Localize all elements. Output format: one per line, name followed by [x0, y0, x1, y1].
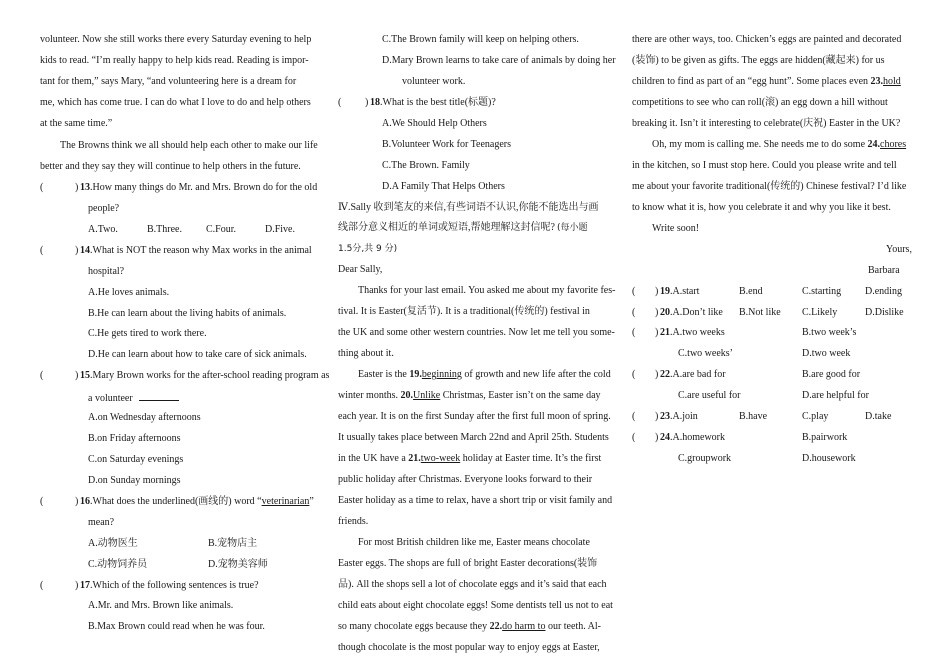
- answer-paren[interactable]: (: [40, 496, 44, 507]
- text-line: The Browns think we all should help each other to make our life: [60, 140, 318, 151]
- option-b[interactable]: B.Volunteer Work for Teenagers: [382, 139, 512, 150]
- text-line: me about your favorite traditional(传统的) Chinese festival? I’d like: [632, 181, 907, 192]
- answer-paren[interactable]: (: [632, 307, 636, 318]
- option-b[interactable]: B.Not like: [739, 307, 781, 318]
- underlined-word-23: hold: [883, 76, 901, 87]
- question-stem: people?: [88, 203, 120, 214]
- option-c[interactable]: C.The Brown family will keep on helping others.: [382, 34, 579, 45]
- option-d[interactable]: D.ending: [865, 286, 902, 297]
- question-stem: .What is NOT the reason why Max works in the animal: [90, 245, 312, 256]
- underlined-word-21: two-week: [420, 453, 461, 464]
- paren-close: ): [75, 580, 79, 591]
- text-line: kids to read. “I’m really happy to help kids read. Reading is impor-: [40, 55, 309, 66]
- option-d[interactable]: D.A Family That Helps Others: [382, 181, 505, 192]
- answer-paren[interactable]: (: [40, 580, 44, 591]
- option-d[interactable]: D.housework: [802, 453, 856, 464]
- paren-close: ): [655, 369, 659, 380]
- question-stem: .How many things do Mr. and Mrs. Brown do for the old: [90, 182, 318, 193]
- option-d[interactable]: D.He can learn about how to take care of sick animals.: [88, 349, 307, 360]
- text-segment: in the UK have a: [338, 453, 409, 464]
- instruction-line: Ⅳ.Sally 收到笔友的来信,有些词语不认识,你能不能选出与画: [338, 202, 599, 213]
- question-number: 23: [660, 411, 670, 422]
- option-a[interactable]: A.动物医生: [88, 538, 138, 549]
- text-line: public holiday after Christmas. Everyone looks forward to their: [338, 474, 593, 485]
- option-d[interactable]: D.宠物美容师: [208, 559, 268, 570]
- blank-number-24: 24.: [867, 139, 881, 150]
- text-segment: children to find as part of an “egg hunt”. Some places even: [632, 76, 871, 87]
- option-a[interactable]: .A.two weeks: [670, 327, 725, 338]
- text-line: Thanks for your last email. You asked me about my favorite fes-: [358, 285, 616, 296]
- text-segment: of growth and new life after the cold: [461, 369, 611, 380]
- text-segment: so many chocolate eggs because they: [338, 621, 490, 632]
- answer-paren[interactable]: (: [40, 370, 44, 381]
- option-c[interactable]: C.动物饲养员: [88, 559, 148, 570]
- letter-closing: Write soon!: [652, 223, 700, 234]
- paren-close: ): [655, 286, 659, 297]
- option-c[interactable]: C.Likely: [802, 307, 838, 318]
- blank-number-23: 23.: [870, 76, 884, 87]
- answer-paren[interactable]: (: [338, 97, 342, 108]
- text-line: there are other ways, too. Chicken’s eggs are painted and decorated: [632, 34, 902, 45]
- blank-number-21: 21.: [408, 453, 421, 464]
- letter-signoff: Yours,: [886, 244, 912, 255]
- text-line: better and they say they will continue to help others in the future.: [40, 161, 301, 172]
- text-line: friends.: [338, 516, 369, 527]
- blank-number-19: 19.: [409, 369, 422, 380]
- text-line: each year. It is on the first Sunday after the first full moon of spring.: [338, 411, 611, 422]
- text-line: the UK and some other western countries. Now let me tell you some-: [338, 327, 615, 338]
- text-segment: winter months.: [338, 390, 401, 401]
- text-segment: Easter is the: [358, 369, 410, 380]
- answer-paren[interactable]: (: [632, 327, 636, 338]
- question-number: 15: [80, 370, 90, 381]
- paren-close: ): [655, 432, 659, 443]
- text-line: 品). All the shops sell a lot of chocolate eggs and it’s said that each: [338, 579, 607, 590]
- option-b[interactable]: B.Three.: [147, 224, 182, 235]
- paren-close: ): [75, 496, 79, 507]
- blank-number-22: 22.: [489, 621, 503, 632]
- underlined-word-20: Unlike: [413, 390, 441, 401]
- paren-close: ): [75, 245, 79, 256]
- answer-paren[interactable]: (: [632, 369, 636, 380]
- text-line: me, which has come true. I can do what I love to do and help others: [40, 97, 311, 108]
- answer-paren[interactable]: (: [40, 182, 44, 193]
- answer-paren[interactable]: (: [40, 245, 44, 256]
- text-line: at the same time.”: [40, 118, 113, 129]
- underlined-word: veterinarian: [261, 496, 310, 507]
- paren-close: ): [75, 370, 79, 381]
- option-c[interactable]: C.are useful for: [678, 390, 741, 401]
- letter-signature: Barbara: [868, 265, 900, 276]
- option-b[interactable]: B.pairwork: [802, 432, 848, 443]
- option-a[interactable]: A.Two.: [88, 224, 118, 235]
- option-c[interactable]: C.The Brown. Family: [382, 160, 470, 171]
- question-stem: .Mary Brown works for the after-school reading program as: [90, 370, 330, 381]
- question-number: 19: [660, 286, 670, 297]
- paren-close: ): [655, 327, 659, 338]
- option-c[interactable]: C.groupwork: [678, 453, 732, 464]
- question-stem: hospital?: [88, 266, 125, 277]
- option-a[interactable]: A.We Should Help Others: [382, 118, 487, 129]
- text-line: volunteer. Now she still works there every Saturday evening to help: [40, 34, 312, 45]
- option-c[interactable]: C.two weeks’: [678, 348, 733, 359]
- option-d[interactable]: D.on Sunday mornings: [88, 475, 181, 486]
- option-a[interactable]: A.He loves animals.: [88, 287, 170, 298]
- answer-paren[interactable]: (: [632, 286, 636, 297]
- question-number: 18: [370, 97, 380, 108]
- option-b[interactable]: B.are good for: [802, 369, 861, 380]
- option-d[interactable]: D.two week: [802, 348, 851, 359]
- option-a[interactable]: .A.start: [670, 286, 700, 297]
- paren-close: ): [655, 307, 659, 318]
- paren-close: ): [655, 411, 659, 422]
- option-b[interactable]: B.He can learn about the living habits of animals.: [88, 308, 287, 319]
- question-number: 24: [660, 432, 670, 443]
- text-line: tival. It is Easter(复活节). It is a traditional(传统的) festival in: [338, 306, 590, 317]
- text-line: tant for them,” says Mary, “and volunteering here is a dream for: [40, 76, 297, 87]
- text-line: to know what it is, how you celebrate it and why you like it best.: [632, 202, 891, 213]
- question-stem: .What is the best title(标题)?: [380, 97, 496, 108]
- text-line: thing about it.: [338, 348, 394, 359]
- text-line: though chocolate is the most popular way to enjoy eggs at Easter,: [338, 642, 600, 653]
- option-d[interactable]: D.Dislike: [865, 307, 904, 318]
- option-c[interactable]: C.Four.: [206, 224, 237, 235]
- option-d[interactable]: D.take: [865, 411, 892, 422]
- answer-paren[interactable]: (: [632, 411, 636, 422]
- text-line: (装饰) to be given as gifts. The eggs are hidden(藏起来) for us: [632, 55, 885, 66]
- question-number: 16: [80, 496, 90, 507]
- question-stem: ”: [309, 496, 314, 507]
- underlined-word-24: chores: [880, 139, 907, 150]
- question-stem: a volunteer: [88, 393, 133, 404]
- option-b[interactable]: B.on Friday afternoons: [88, 433, 181, 444]
- text-line: For most British children like me, Easter means chocolate: [358, 537, 590, 548]
- score-note: (每小题: [556, 223, 588, 233]
- option-a[interactable]: .A.homework: [670, 432, 725, 443]
- option-b[interactable]: B.end: [739, 286, 763, 297]
- text-segment: holiday at Easter time. It’s the first: [460, 453, 602, 464]
- option-a[interactable]: .A.join: [670, 411, 698, 422]
- option-a[interactable]: A.on Wednesday afternoons: [88, 412, 201, 423]
- question-number: 22: [660, 369, 670, 380]
- question-stem: mean?: [88, 517, 115, 528]
- letter-greeting: Dear Sally,: [338, 264, 383, 275]
- option-c[interactable]: C.on Saturday evenings: [88, 454, 184, 465]
- text-segment: Christmas, Easter isn’t on the same day: [440, 390, 601, 401]
- option-d[interactable]: D.Mary Brown learns to take care of animals by doing her: [382, 55, 616, 66]
- option-b[interactable]: B.Max Brown could read when he was four.: [88, 621, 265, 632]
- text-segment: our teeth. Al-: [545, 621, 601, 632]
- text-line: Easter holiday as a time to relax, have a short trip or visit family and: [338, 495, 613, 506]
- question-number: 21: [660, 327, 670, 338]
- option-a[interactable]: .A.Don’t like: [670, 307, 723, 318]
- text-line: child eats about eight chocolate eggs! Some dentists tell us not to eat: [338, 600, 613, 611]
- question-stem: .Which of the following sentences is true?: [90, 580, 259, 591]
- paren-close: ): [75, 182, 79, 193]
- answer-paren[interactable]: (: [632, 432, 636, 443]
- text-segment: Oh, my mom is calling me. She needs me to do some: [652, 139, 868, 150]
- text-line: It usually takes place between March 22nd and April 25th. Students: [338, 432, 609, 443]
- question-number: 20: [660, 307, 670, 318]
- text-line: breaking it. Isn’t it interesting to celebrate(庆祝) Easter in the UK?: [632, 118, 901, 129]
- question-stem: .What does the underlined(画线的) word “: [90, 496, 262, 507]
- question-number: 14: [80, 245, 90, 256]
- underlined-word-22: do harm to: [502, 621, 546, 632]
- question-number: 17: [80, 580, 90, 591]
- instruction-line: 线部分意义相近的单词或短语,帮她理解这封信呢?: [338, 222, 555, 233]
- blank-number-20: 20.: [400, 390, 413, 401]
- option-b[interactable]: B.two week’s: [802, 327, 857, 338]
- option-c[interactable]: C.He gets tired to work there.: [88, 328, 207, 339]
- option-c[interactable]: C.play: [802, 411, 829, 422]
- option-c[interactable]: C.starting: [802, 286, 842, 297]
- score-note: 1.5分,共 9 分): [338, 244, 398, 254]
- option-d[interactable]: D.Five.: [265, 224, 295, 235]
- option-a[interactable]: .A.are bad for: [670, 369, 726, 380]
- underlined-word-19: beginning: [421, 369, 462, 380]
- text-line: competitions to see who can roll(滚) an egg down a hill without: [632, 97, 888, 108]
- question-number: 13: [80, 182, 90, 193]
- option-d-continued: volunteer work.: [402, 76, 466, 87]
- paren-close: ): [365, 97, 369, 108]
- text-line: in the kitchen, so I must stop here. Could you please write and tell: [632, 160, 897, 171]
- option-a[interactable]: A.Mr. and Mrs. Brown like animals.: [88, 600, 234, 611]
- option-b[interactable]: B.宠物店主: [208, 538, 258, 549]
- option-d[interactable]: D.are helpful for: [802, 390, 869, 401]
- option-b[interactable]: B.have: [739, 411, 768, 422]
- answer-blank[interactable]: [139, 390, 179, 401]
- text-line: Easter eggs. The shops are full of bright Easter decorations(装饰: [338, 558, 598, 569]
